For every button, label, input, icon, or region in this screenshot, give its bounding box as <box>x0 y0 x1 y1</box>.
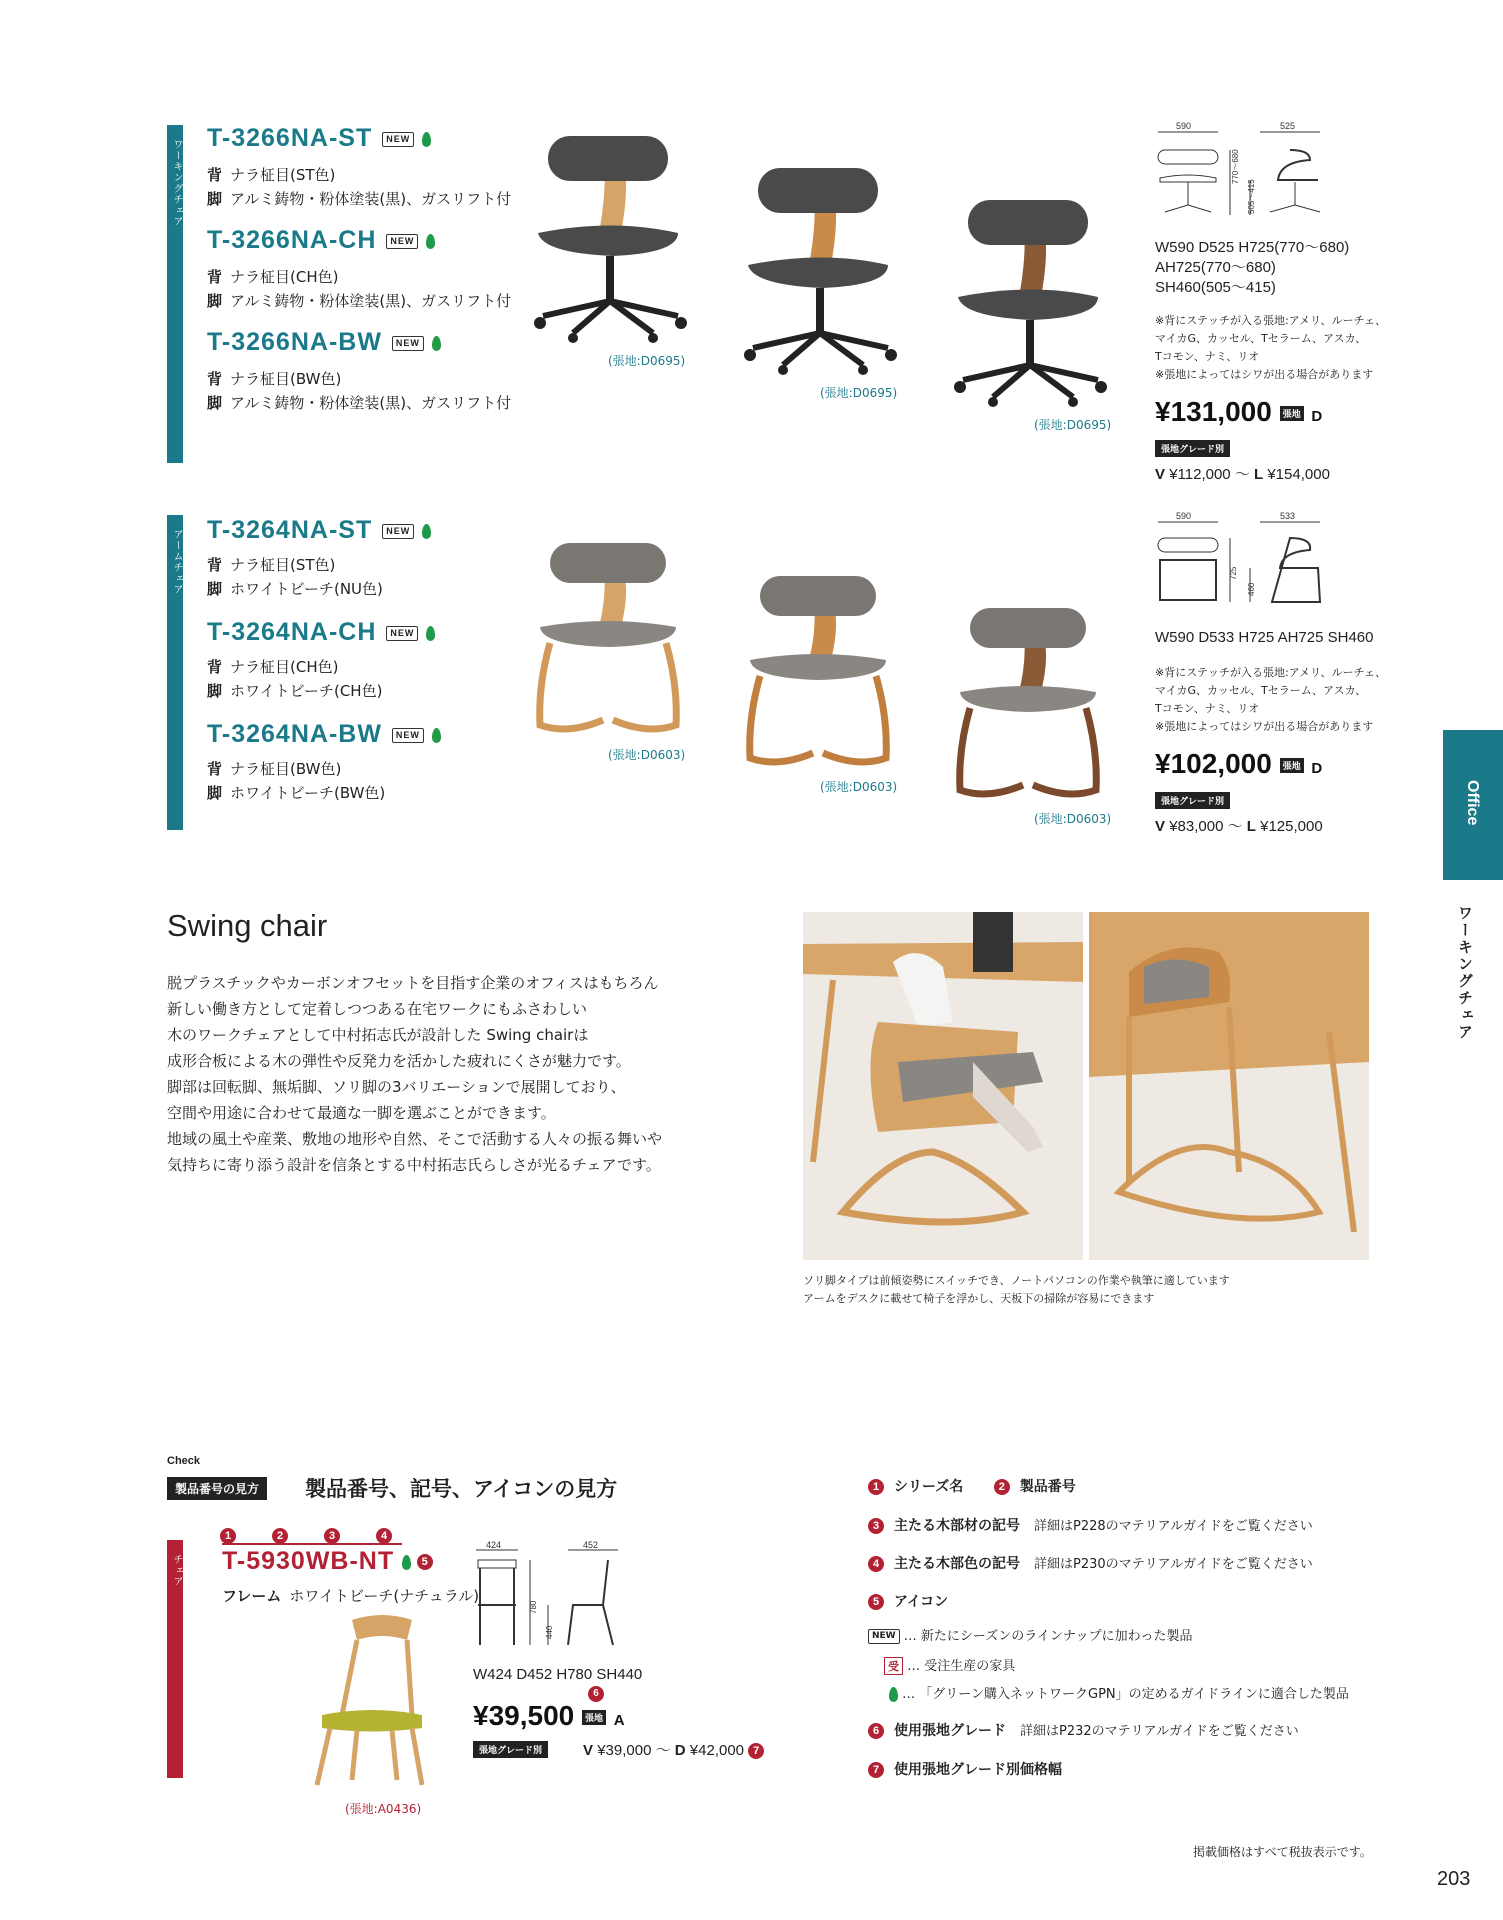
grade-label: 張地グレード別 <box>1155 792 1230 809</box>
fabric-caption: (張地:D0695) <box>608 354 686 368</box>
page-number: 203 <box>1437 1868 1471 1890</box>
back-material: 背 ナラ柾目(ST色) <box>207 556 336 574</box>
guide-heading: 製品番号、記号、アイコンの見方 <box>305 1477 618 1501</box>
new-badge-icon: NEW <box>386 234 418 249</box>
fabric-caption: (張地:D0603) <box>1034 812 1112 826</box>
fabric-caption: (張地:D0603) <box>608 748 686 762</box>
marker-underline <box>222 1543 402 1545</box>
fabric-caption: (張地:D0695) <box>1034 418 1112 432</box>
marker-7: 7 <box>748 1743 764 1759</box>
model-code: T-3264NA-ST NEW <box>207 516 431 545</box>
technical-drawing <box>1150 510 1330 620</box>
legend-row: 7 使用張地グレード別価格幅 <box>868 1759 1062 1779</box>
fabric-notes: ※背にステッチが入る張地:アメリ、ルーチェ、 マイカG、カッセル、Tセラーム、アスカ、 Tコモン、ナミ、リオ ※張地によってはシワが出る場合があります <box>1155 314 1387 381</box>
example-model-code: T-5930WB-NT 5 <box>222 1547 433 1576</box>
swivel-chair-image <box>738 160 908 375</box>
fabric-notes: ※背にステッチが入る張地:アメリ、ルーチェ、 マイカG、カッセル、Tセラーム、アスカ、 Tコモン、ナミ、リオ ※張地によってはシワが出る場合があります <box>1155 666 1387 733</box>
green-leaf-icon <box>422 132 431 147</box>
sled-chair-image <box>528 535 688 745</box>
legend-icon-new: NEW … 新たにシーズンのラインナップに加わった製品 <box>868 1625 1192 1644</box>
category-bar-armchair <box>167 515 183 830</box>
section-tab-office: Office <box>1443 730 1503 880</box>
marker-6: 6 <box>588 1686 604 1702</box>
green-leaf-icon <box>432 336 441 351</box>
leg-material: 脚 アルミ鋳物・粉体塗装(黒)、ガスリフト付 <box>207 190 512 208</box>
legend-icon-order: 受 … 受注生産の家具 <box>884 1655 1015 1675</box>
grade-label: 張地グレード別 <box>1155 440 1230 457</box>
green-leaf-icon <box>889 1687 898 1702</box>
new-badge-icon: NEW <box>868 1629 900 1644</box>
legend-row: 6 使用張地グレード 詳細はP232のマテリアルガイドをご覧ください <box>868 1720 1299 1740</box>
back-material: 背 ナラ柾目(CH色) <box>207 658 339 676</box>
back-material: 背 ナラ柾目(CH色) <box>207 268 339 286</box>
legend-row: 1 シリーズ名 2 製品番号 <box>868 1476 1076 1496</box>
model-code: T-3266NA-ST NEW <box>207 124 431 153</box>
frame-material: フレーム ホワイトビーチ(ナチュラル) <box>222 1587 480 1605</box>
side-subtitle: ワーキングチェア <box>1456 905 1474 1041</box>
legend-icon-leaf: … 「グリーン購入ネットワークGPN」の定めるガイドラインに適合した製品 <box>889 1683 1349 1702</box>
leg-material: 脚 ホワイトビーチ(BW色) <box>207 784 386 802</box>
fabric-caption: (張地:A0436) <box>345 1802 422 1816</box>
example-chair-image <box>312 1610 432 1790</box>
fabric-grade: D <box>1311 408 1323 425</box>
dim-seat-height: 460 <box>1247 582 1256 596</box>
grade-price-range: V ¥83,000 〜 L ¥125,000 <box>1155 818 1323 835</box>
leg-material: 脚 ホワイトビーチ(NU色) <box>207 580 383 598</box>
technical-drawing <box>468 1540 628 1650</box>
sled-chair-image <box>948 600 1108 810</box>
green-leaf-icon <box>432 728 441 743</box>
marker-5: 5 <box>417 1554 433 1570</box>
dim-width: 424 <box>486 1540 502 1550</box>
category-bar-working <box>167 125 183 463</box>
dim-seat-height: 440 <box>545 1625 554 1639</box>
price: ¥102,000 張地 D <box>1155 748 1323 779</box>
category-bar-chair <box>167 1540 183 1778</box>
green-leaf-icon <box>426 626 435 641</box>
fabric-caption: (張地:D0603) <box>820 780 898 794</box>
marker-2: 2 <box>272 1525 288 1544</box>
marker-4: 4 <box>376 1525 392 1544</box>
lifestyle-photo-arm-hook <box>1089 912 1369 1260</box>
new-badge-icon: NEW <box>392 728 424 743</box>
new-badge-icon: NEW <box>382 524 414 539</box>
dim-width: 590 <box>1176 511 1192 521</box>
guide-tag: 製品番号の見方 <box>167 1477 267 1500</box>
fabric-tag: 張地 <box>1280 406 1304 421</box>
dim-seat-height: 505〜415 <box>1247 179 1256 214</box>
marker-3: 3 <box>324 1525 340 1544</box>
fabric-grade: D <box>1311 760 1323 777</box>
tax-note: 掲載価格はすべて税抜表示です。 <box>1193 1845 1372 1859</box>
legend-row: 3 主たる木部材の記号 詳細はP228のマテリアルガイドをご覧ください <box>868 1515 1313 1535</box>
price: ¥131,000 張地 D <box>1155 396 1323 427</box>
new-badge-icon: NEW <box>386 626 418 641</box>
leg-material: 脚 ホワイトビーチ(CH色) <box>207 682 383 700</box>
green-leaf-icon <box>426 234 435 249</box>
model-code: T-3266NA-CH NEW <box>207 226 435 255</box>
dim-height: 770〜680 <box>1231 149 1240 184</box>
grade-price-range: V ¥39,000 〜 D ¥42,000 7 <box>583 1739 764 1760</box>
legend-row: 5 アイコン <box>868 1591 948 1611</box>
swivel-chair-image <box>528 128 698 343</box>
model-code: T-3266NA-BW NEW <box>207 328 441 357</box>
feature-title: Swing chair <box>167 908 328 943</box>
fabric-tag: 張地 <box>582 1710 606 1725</box>
feature-body: 脱プラスチックやカーボンオフセットを目指す企業のオフィスはもちろん 新しい働き方として定着しつつある在宅ワークにもふさわしい 木のワークチェアとして中村拓志氏が設計した Swing chairは 成形合板による木の弾性や反発力を活かした疲れにくさが魅力です。 脚部は回転脚、無垢脚、ソリ脚の3バリエーションで展開しており、 空間や用途に合わせて最適な一脚を選ぶことができます。 地域の風土や産業、敷地の地形や自然、そこで活動する人々の振る舞いや 気持ちに寄り添う設計を信条とする中村拓志氏らしさが光るチェアです。 <box>167 974 663 1174</box>
new-badge-icon: NEW <box>392 336 424 351</box>
dimensions: W424 D452 H780 SH440 <box>473 1666 643 1683</box>
category-label: ワーキングチェア <box>171 139 182 227</box>
green-leaf-icon <box>422 524 431 539</box>
dim-depth: 533 <box>1280 511 1296 521</box>
grade-price-range: V ¥112,000 〜 L ¥154,000 <box>1155 466 1330 483</box>
model-code: T-3264NA-BW NEW <box>207 720 441 749</box>
dim-height: 725 <box>1229 566 1238 580</box>
swivel-chair-image <box>948 192 1118 407</box>
dim-height: 780 <box>529 1600 538 1614</box>
green-leaf-icon <box>402 1555 411 1570</box>
new-badge-icon: NEW <box>382 132 414 147</box>
dimensions: W590 D525 H725(770〜680) AH725(770〜680) SH460(505〜415) <box>1155 239 1350 296</box>
back-material: 背 ナラ柾目(ST色) <box>207 166 336 184</box>
technical-drawing <box>1150 120 1330 230</box>
dim-depth: 525 <box>1280 121 1296 131</box>
dimensions: W590 D533 H725 AH725 SH460 <box>1155 629 1374 646</box>
fabric-grade: A <box>613 1712 625 1729</box>
category-label: チェア <box>171 1554 182 1587</box>
back-material: 背 ナラ柾目(BW色) <box>207 760 342 778</box>
lifestyle-photo-working <box>803 912 1083 1260</box>
marker-1: 1 <box>220 1525 236 1544</box>
fabric-tag: 張地 <box>1280 758 1304 773</box>
sled-chair-image <box>738 568 898 778</box>
model-code: T-3264NA-CH NEW <box>207 618 435 647</box>
back-material: 背 ナラ柾目(BW色) <box>207 370 342 388</box>
dim-width: 590 <box>1176 121 1192 131</box>
photo-caption: ソリ脚タイプは前傾姿勢にスイッチでき、ノートパソコンの作業や執筆に適しています アームをデスクに載せて椅子を浮かし、天板下の掃除が容易にできます <box>803 1274 1230 1305</box>
made-to-order-icon: 受 <box>884 1657 903 1675</box>
legend-row: 4 主たる木部色の記号 詳細はP230のマテリアルガイドをご覧ください <box>868 1553 1313 1573</box>
leg-material: 脚 アルミ鋳物・粉体塗装(黒)、ガスリフト付 <box>207 292 512 310</box>
leg-material: 脚 アルミ鋳物・粉体塗装(黒)、ガスリフト付 <box>207 394 512 412</box>
price: ¥39,500 6 張地 A <box>473 1688 625 1731</box>
fabric-caption: (張地:D0695) <box>820 386 898 400</box>
check-label: Check <box>167 1455 201 1467</box>
dim-depth: 452 <box>583 1540 599 1550</box>
grade-label: 張地グレード別 <box>473 1741 548 1758</box>
category-label: アームチェア <box>171 529 182 595</box>
